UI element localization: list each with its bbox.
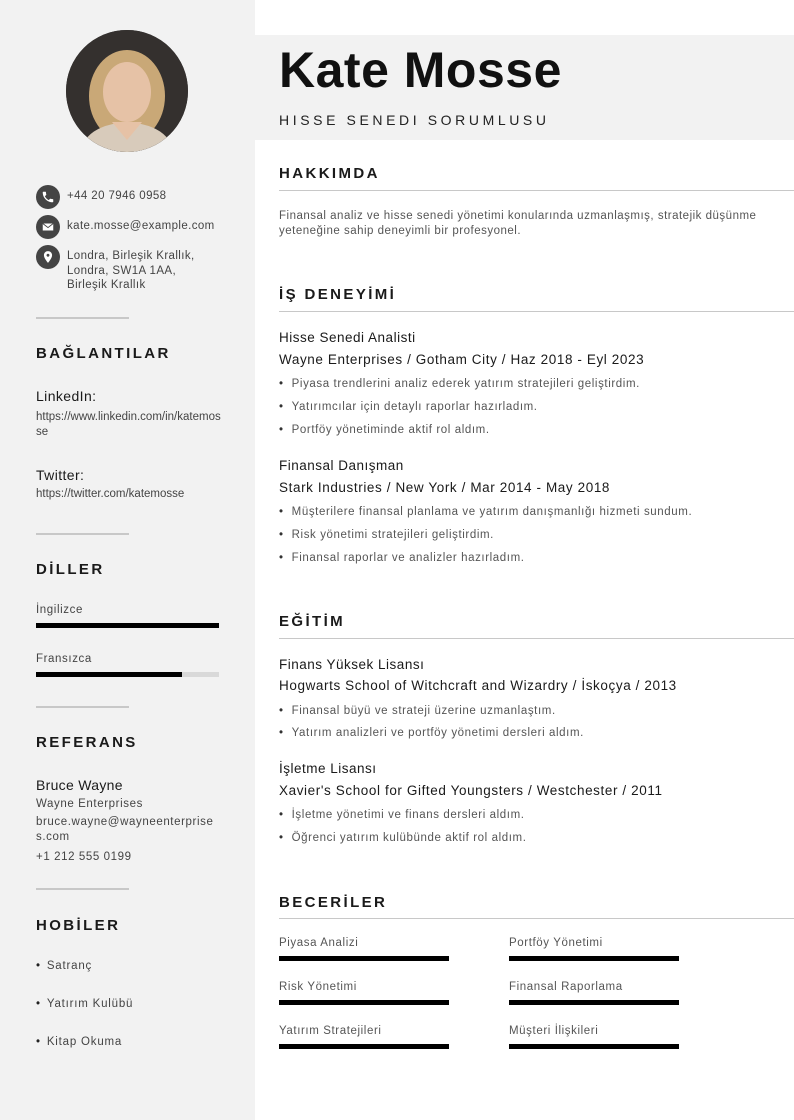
address-line: Birleşik Krallık (67, 279, 146, 291)
about-text: Finansal analiz ve hisse senedi yönetimi konularında uzmanlaşmış, stratejik düşünme yeteneğine sahip deneyimli bir profesyonel. (279, 210, 757, 237)
section-divider (279, 918, 794, 919)
skill-level-bar (509, 1000, 679, 1005)
contact-email (36, 215, 226, 239)
skill-level-bar (279, 956, 449, 961)
section-divider (279, 311, 794, 312)
degree-bullet: • İşletme yönetimi ve finans dersleri aldım. (279, 809, 525, 821)
hobby-item: • Yatırım Kulübü (36, 998, 133, 1010)
degree-title: Finans Yüksek Lisansı (279, 657, 425, 672)
skill-level-fill (279, 1044, 449, 1049)
about-heading: HAKKIMDA (279, 165, 380, 182)
language-level-bar (36, 672, 219, 677)
skill-level-fill (279, 956, 449, 961)
sidebar-divider (36, 317, 129, 319)
contact-address (36, 245, 226, 293)
email-icon (36, 215, 60, 239)
reference-phone: +1 212 555 0199 (36, 851, 132, 863)
job-title: HISSE SENEDI SORUMLUSU (279, 112, 550, 128)
language-level-fill (36, 672, 182, 677)
address (67, 245, 195, 293)
header (255, 35, 794, 140)
job-details: Wayne Enterprises / Gotham City / Haz 2018 - Eyl 2023 (279, 352, 645, 367)
job-bullet: • Risk yönetimi stratejileri geliştirdim. (279, 529, 494, 541)
skill-level-bar (509, 956, 679, 961)
skill-level-fill (509, 1000, 679, 1005)
skill-level-bar (279, 1044, 449, 1049)
sidebar-divider (36, 706, 129, 708)
person-name: Kate Mosse (279, 42, 562, 98)
skill-level-fill (509, 956, 679, 961)
reference-company: Wayne Enterprises (36, 798, 143, 810)
skills-heading: BECERİLER (279, 894, 388, 911)
degree-bullet: • Yatırım analizleri ve portföy yönetimi dersleri aldım. (279, 727, 584, 739)
linkedin-label: LinkedIn: (36, 388, 97, 404)
job-title-entry: Hisse Senedi Analisti (279, 330, 416, 345)
avatar (66, 30, 188, 152)
twitter-url[interactable]: https://twitter.com/katemosse (36, 488, 185, 500)
language-level-bar (36, 623, 219, 628)
address-line: Londra, Birleşik Krallık, (67, 250, 195, 262)
skill-name: Müşteri İlişkileri (509, 1025, 599, 1037)
sidebar (0, 0, 255, 1120)
skill-name: Yatırım Stratejileri (279, 1025, 382, 1037)
languages-heading: DİLLER (36, 561, 105, 578)
hobby-item: • Kitap Okuma (36, 1036, 122, 1048)
sidebar-divider (36, 533, 129, 535)
reference-heading: REFERANS (36, 734, 138, 751)
address-line: Londra, SW1A 1AA, (67, 264, 177, 277)
skill-name: Finansal Raporlama (509, 981, 623, 993)
job-bullet: • Piyasa trendlerini analiz ederek yatırım stratejileri geliştirdim. (279, 378, 640, 390)
links-heading: BAĞLANTILAR (36, 345, 171, 362)
section-divider (279, 638, 794, 639)
job-bullet: • Portföy yönetiminde aktif rol aldım. (279, 424, 490, 436)
job-title-entry: Finansal Danışman (279, 458, 404, 473)
location-pin-icon (36, 245, 60, 269)
language-name: Fransızca (36, 653, 92, 665)
reference-name: Bruce Wayne (36, 777, 123, 793)
job-bullet: • Müşterilere finansal planlama ve yatırım danışmanlığı hizmeti sundum. (279, 506, 692, 518)
education-heading: EĞİTİM (279, 613, 346, 630)
degree-title: İşletme Lisansı (279, 761, 377, 776)
job-details: Stark Industries / New York / Mar 2014 - May 2018 (279, 480, 611, 495)
skill-level-fill (509, 1044, 679, 1049)
skill-level-bar (509, 1044, 679, 1049)
skill-level-fill (279, 1000, 449, 1005)
skill-level-bar (279, 1000, 449, 1005)
degree-bullet: • Öğrenci yatırım kulübünde aktif rol aldım. (279, 832, 527, 844)
email-address[interactable]: kate.mosse@example.com (67, 220, 215, 232)
job-bullet: • Yatırımcılar için detaylı raporlar hazırladım. (279, 401, 538, 413)
contact-phone (36, 185, 226, 209)
experience-heading: İŞ DENEYİMİ (279, 286, 397, 303)
degree-details: Xavier's School for Gifted Youngsters / Westchester / 2011 (279, 783, 663, 798)
job-bullet: • Finansal raporlar ve analizler hazırladım. (279, 552, 525, 564)
language-name: İngilizce (36, 604, 83, 616)
language-level-fill (36, 623, 219, 628)
skill-name: Portföy Yönetimi (509, 937, 603, 949)
reference-email[interactable]: bruce.wayne@wayneenterprises.com (36, 816, 214, 843)
twitter-label: Twitter: (36, 467, 85, 483)
phone-number: +44 20 7946 0958 (67, 190, 167, 202)
hobbies-heading: HOBİLER (36, 917, 121, 934)
skill-name: Piyasa Analizi (279, 937, 359, 949)
section-divider (279, 190, 794, 191)
skill-name: Risk Yönetimi (279, 981, 357, 993)
sidebar-divider (36, 888, 129, 890)
hobby-item: • Satranç (36, 960, 92, 972)
phone-icon (36, 185, 60, 209)
degree-bullet: • Finansal büyü ve strateji üzerine uzmanlaştım. (279, 705, 556, 717)
degree-details: Hogwarts School of Witchcraft and Wizardry / İskoçya / 2013 (279, 678, 677, 693)
linkedin-url[interactable]: https://www.linkedin.com/in/katemosse (36, 411, 221, 438)
